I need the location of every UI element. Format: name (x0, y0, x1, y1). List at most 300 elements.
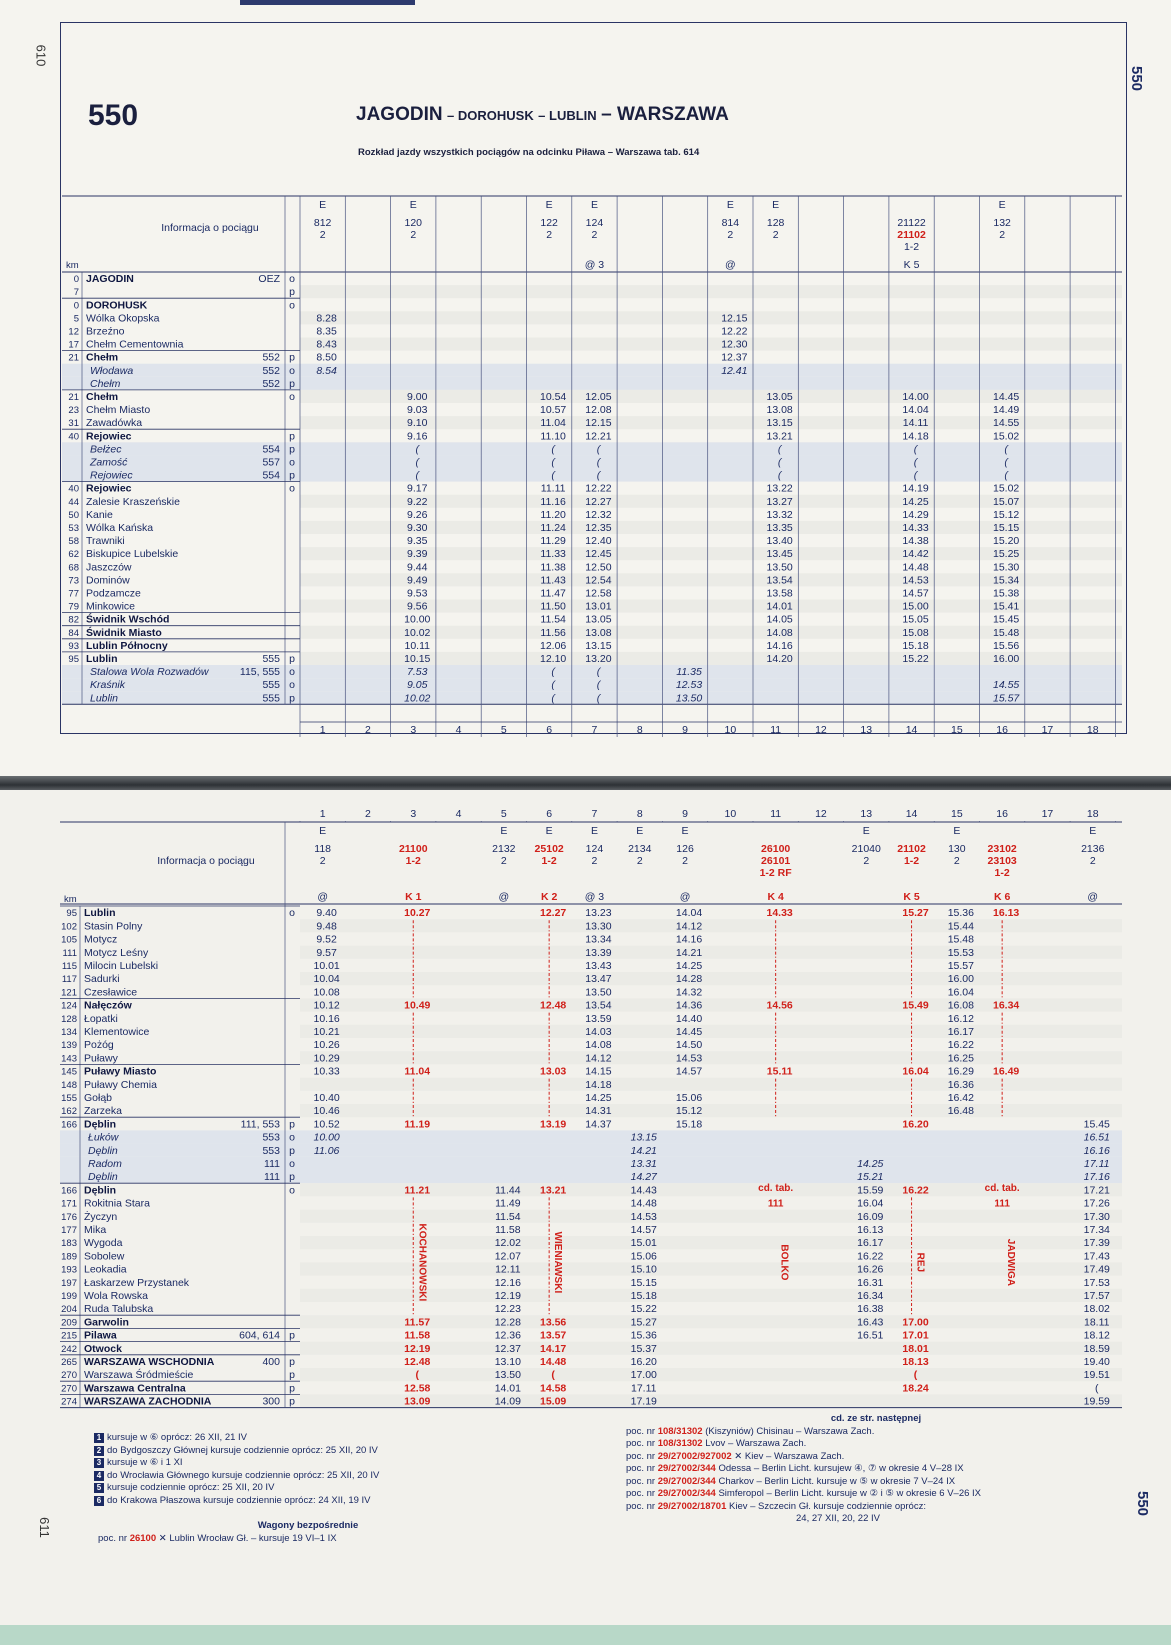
departure-time: 15.10 (630, 1263, 657, 1276)
arr-dep-mark: o (289, 299, 295, 312)
row-stripe (300, 919, 1122, 932)
station-name: Mika (84, 1224, 107, 1236)
arr-dep-mark: o (289, 1131, 295, 1144)
train-category: E (726, 199, 734, 211)
departure-time: 17.26 (1083, 1197, 1110, 1210)
station-km: 115 (61, 961, 77, 972)
departure-time: 14.16 (766, 639, 793, 652)
departure-time: 14.11 (902, 417, 929, 430)
departure-time: 15.45 (993, 613, 1020, 626)
column-number: 17 (1041, 808, 1054, 820)
info-label: Informacja o pociągu (157, 855, 255, 867)
station-name: Świdnik Miasto (86, 626, 162, 639)
departure-time: 15.27 (902, 907, 929, 920)
departure-time: 14.57 (675, 1065, 703, 1078)
departure-time: 14.05 (766, 613, 793, 626)
arr-dep-mark: p (289, 1382, 295, 1395)
departure-time: 15.37 (630, 1342, 657, 1355)
footnote-text: kursuje w ⑥ i 1 XI (107, 1457, 183, 1468)
arr-dep-mark: p (289, 1144, 295, 1157)
departure-time: 15.57 (947, 960, 974, 972)
departure-time: 15.12 (675, 1105, 703, 1118)
departure-time: 10.40 (313, 1092, 340, 1104)
footnote (94, 1470, 634, 1483)
station-km: 58 (68, 536, 79, 548)
departure-time: 8.54 (316, 364, 337, 377)
departure-time: 12.41 (721, 364, 748, 377)
departure-time: 14.48 (902, 561, 929, 574)
station-name: WARSZAWA ZACHODNIA (84, 1395, 212, 1408)
station-name: Wólka Okopska (86, 312, 160, 325)
departure-time: 14.40 (675, 1012, 703, 1025)
station-name: Puławy (84, 1052, 118, 1065)
departure-time: 9.05 (407, 679, 428, 692)
train-number: 130 (948, 843, 966, 855)
departure-time: 14.31 (585, 1105, 612, 1118)
train-category: E (862, 825, 870, 837)
station-ref: 554 (262, 469, 280, 482)
column-number: 8 (636, 808, 643, 820)
departure-time: 14.56 (766, 999, 793, 1012)
column-number: 12 (815, 808, 827, 820)
departure-time: 9.26 (407, 508, 428, 521)
departure-time: 10.27 (404, 907, 431, 920)
departure-time: 9.53 (407, 587, 428, 600)
footnote-text: do Krakowa Płaszowa kursuje codziennie oprócz: 24 XII, 19 IV (107, 1494, 371, 1506)
departure-time: 9.40 (316, 907, 337, 920)
station-name: Łaskarzew Przystanek (84, 1276, 190, 1289)
station-km: 189 (61, 1251, 77, 1263)
footnote (94, 1445, 634, 1458)
station-ref: 553 (262, 1131, 280, 1144)
train-number: 118 (314, 843, 332, 855)
row-stripe (300, 972, 1122, 985)
train-number-2: 26101 (761, 855, 791, 867)
departure-time: 14.50 (675, 1039, 703, 1052)
continuation-text: Odessa – Berlin Licht. kursujew ④, ⑦ w okresie 4 V–28 IX (718, 1463, 964, 1474)
departure-time: 18.01 (902, 1342, 929, 1355)
departure-time: 17.00 (630, 1369, 657, 1382)
station-km: 111 (62, 947, 77, 959)
station-km: 12 (68, 326, 79, 338)
departure-time: ( (596, 456, 601, 469)
departure-time: 10.29 (313, 1052, 340, 1065)
departure-time: 16.00 (993, 653, 1020, 665)
train-category: E (545, 825, 553, 837)
column-number: 5 (500, 724, 507, 736)
departure-time: 18.24 (902, 1382, 929, 1395)
station-name: Lublin (84, 907, 116, 920)
column-number: 18 (1086, 724, 1099, 736)
departure-time: 8.28 (316, 312, 337, 325)
station-name: Życzyn (84, 1210, 118, 1223)
departure-time: 12.11 (495, 1263, 521, 1276)
departure-time: 15.20 (993, 535, 1020, 548)
departure-time: 16.17 (947, 1026, 974, 1038)
station-km: 82 (68, 614, 79, 626)
station-km: 177 (61, 1225, 77, 1236)
departure-time: 13.56 (540, 1316, 567, 1329)
train-symbol: K 2 (540, 891, 558, 903)
departure-time: 15.05 (902, 613, 929, 626)
departure-time: 12.28 (494, 1316, 521, 1329)
column-number: 3 (410, 808, 417, 820)
departure-time: 8.35 (316, 325, 337, 338)
arr-dep-mark: p (289, 1395, 295, 1408)
departure-time: 13.43 (585, 960, 612, 972)
departure-time: 12.45 (585, 548, 612, 561)
arr-dep-mark: p (289, 1171, 295, 1184)
continuation-text: (Kiszyniów) Chisinau – Warszawa Zach. (705, 1425, 875, 1437)
departure-time: 13.31 (630, 1158, 657, 1170)
station-km: 183 (61, 1238, 77, 1250)
departure-time: 11.43 (540, 574, 566, 587)
departure-time: 13.50 (766, 561, 793, 574)
departure-time: 9.03 (407, 404, 428, 417)
departure-time: 18.59 (1083, 1342, 1110, 1355)
station-km: 199 (61, 1291, 77, 1302)
departure-time: 12.06 (540, 639, 567, 652)
continuation-line (626, 1438, 1126, 1451)
departure-time: 18.02 (1083, 1303, 1110, 1316)
departure-time: 17.57 (1083, 1290, 1110, 1302)
station-name: Nałęczów (84, 999, 132, 1012)
departure-time: 14.00 (902, 391, 929, 403)
departure-time: 19.59 (1083, 1395, 1110, 1408)
departure-time: ( (551, 692, 555, 705)
connecting-row-shade (60, 1170, 1122, 1183)
departure-time: 11.58 (404, 1329, 431, 1342)
station-km: 124 (61, 1000, 77, 1012)
departure-time: 12.21 (585, 430, 612, 443)
departure-time: 15.18 (675, 1118, 703, 1131)
column-number: 10 (724, 724, 737, 736)
column-number: 15 (951, 724, 963, 736)
continuation-train-number: 29/27002/927002 (657, 1450, 735, 1462)
departure-time: 11.21 (404, 1184, 431, 1197)
train-symbol: K 6 (993, 891, 1011, 903)
station-km: 95 (66, 908, 77, 920)
page-label-bottom: 550 (1134, 1490, 1152, 1517)
departure-time: 10.00 (313, 1131, 340, 1144)
station-ref: 555 (262, 679, 280, 692)
train-category: E (590, 199, 598, 211)
train-category: E (953, 825, 961, 837)
station-km: 193 (61, 1264, 77, 1276)
departure-time: 15.48 (947, 933, 974, 946)
departure-time: 10.02 (404, 692, 431, 705)
train-class: 2 (591, 229, 598, 241)
departure-time: 16.49 (993, 1065, 1020, 1078)
departure-time: 15.09 (540, 1395, 567, 1408)
departure-time: 11.04 (540, 417, 566, 430)
departure-time: 14.32 (675, 986, 703, 999)
continuation-prefix: poc. nr (626, 1500, 658, 1512)
wagons-pre: poc. nr (98, 1532, 128, 1544)
station-km: 270 (61, 1383, 77, 1395)
departure-time: ( (551, 443, 555, 456)
station-ref: 111 (264, 1158, 280, 1170)
table-subtitle: Rozkład jazdy wszystkich pociągów na odcinku Piława – Warszawa tab. 614 (358, 147, 700, 158)
departure-time: 15.02 (993, 430, 1020, 443)
column-number: 16 (996, 724, 1008, 736)
departure-time: 14.55 (993, 679, 1020, 692)
station-km: 265 (61, 1357, 77, 1368)
departure-time: 11.06 (313, 1144, 340, 1157)
station-name: DOROHUSK (86, 299, 148, 312)
train-class: 2 (410, 229, 417, 241)
station-name: Ruda Talubska (84, 1303, 154, 1316)
departure-time: 14.33 (766, 907, 793, 920)
departure-time: 11.11 (540, 482, 566, 495)
column-number: 10 (724, 808, 737, 820)
departure-time: 13.20 (585, 653, 612, 665)
departure-time: 14.25 (585, 1092, 612, 1104)
station-km: 23 (68, 405, 79, 417)
train-class: 1-2 (903, 855, 920, 867)
footnote (94, 1432, 634, 1445)
station-name: Świdnik Wschód (86, 613, 170, 626)
station-name: Czesławice (84, 986, 138, 999)
departure-time: 14.19 (902, 482, 929, 495)
station-name: Sadurki (84, 973, 120, 986)
departure-time: 14.53 (675, 1052, 703, 1065)
train-class: 1-2 (903, 241, 920, 253)
station-km: 166 (61, 1119, 77, 1131)
departure-time: ( (596, 679, 601, 692)
departure-time: 15.00 (902, 600, 929, 613)
station-km: 31 (68, 418, 79, 430)
departure-time: 14.25 (902, 495, 929, 508)
train-number-2: 21102 (897, 229, 926, 241)
station-km: 77 (68, 588, 79, 600)
train-name-vertical: JADWIGA (1005, 1238, 1017, 1287)
departure-time: 16.22 (947, 1039, 974, 1052)
departure-time: 16.25 (947, 1052, 974, 1065)
departure-time: 13.19 (540, 1118, 567, 1131)
column-number: 6 (546, 724, 553, 736)
departure-time: 12.15 (721, 312, 748, 325)
departure-time: 19.51 (1083, 1369, 1110, 1382)
table-number: 550 (88, 99, 139, 132)
departure-time: 14.18 (902, 430, 929, 443)
departure-time: ( (596, 692, 601, 705)
station-name: Trawniki (86, 535, 125, 548)
row-stripe (300, 1210, 1122, 1223)
arr-dep-mark: o (289, 1158, 295, 1170)
departure-time: 10.08 (313, 986, 340, 999)
departure-time: ( (1004, 469, 1008, 482)
train-number: 2132 (492, 843, 516, 855)
departure-time: 17.34 (1083, 1224, 1110, 1236)
departure-time: 15.12 (993, 508, 1020, 521)
continuation-line (626, 1488, 1126, 1501)
train-class: 2 (682, 855, 688, 867)
station-km: 53 (68, 523, 79, 534)
station-km: 44 (68, 496, 79, 508)
train-class: 2 (319, 229, 326, 241)
station-name: Dominów (86, 574, 130, 587)
train-category: E (409, 199, 417, 211)
departure-time: 16.42 (947, 1092, 974, 1104)
departure-time: 16.00 (947, 973, 974, 986)
departure-time: ( (551, 1369, 555, 1382)
station-km: 17 (68, 339, 79, 351)
station-name: Gołąb (84, 1092, 113, 1104)
station-name: Jaszczów (86, 561, 132, 574)
departure-time: 11.54 (540, 613, 566, 626)
departure-time: ( (777, 443, 782, 456)
departure-time: 9.22 (407, 495, 428, 508)
continuation-train-number: 108/31302 (657, 1425, 706, 1437)
station-name: Rejowiec (86, 482, 132, 495)
column-number: 13 (860, 724, 873, 736)
station-km: 0 (73, 274, 79, 286)
footnote-text: kursuje codziennie oprócz: 25 XII, 20 IV (107, 1482, 275, 1493)
train-number: 124 (585, 843, 604, 855)
station-km: 0 (73, 300, 79, 312)
departure-time: 16.36 (947, 1078, 974, 1091)
train-class: 2 (546, 229, 553, 241)
departure-time: 16.12 (947, 1012, 974, 1025)
departure-time: ( (551, 666, 555, 679)
station-km: 209 (61, 1317, 77, 1329)
departure-time: ( (1004, 443, 1008, 456)
connecting-row-shade (60, 1144, 1122, 1157)
departure-time: 12.50 (585, 561, 612, 574)
station-km: 50 (68, 509, 79, 521)
train-name-vertical: KOCHANOWSKI (416, 1223, 428, 1302)
train-symbol: @ (317, 891, 328, 903)
row-stripe (300, 1368, 1122, 1381)
departure-time: 14.57 (902, 587, 929, 600)
departure-time: 12.58 (404, 1382, 431, 1395)
station-name: Rokitnia Stara (84, 1197, 150, 1210)
departure-time: 16.04 (857, 1197, 884, 1210)
station-km: 197 (61, 1277, 77, 1289)
station-km: 21 (68, 352, 79, 364)
station-name: Zarzeka (84, 1105, 122, 1118)
arr-dep-mark: o (289, 364, 295, 377)
departure-time: 15.49 (902, 999, 929, 1012)
station-ref: 400 (262, 1356, 280, 1368)
train-symbol: K 5 (903, 891, 920, 903)
departure-time: 14.43 (630, 1184, 657, 1197)
column-number: 7 (591, 724, 598, 736)
train-number: 132 (993, 217, 1011, 229)
departure-time: 16.09 (857, 1210, 884, 1223)
departure-time: 10.21 (313, 1026, 340, 1038)
departure-time: 11.10 (540, 430, 566, 443)
station-name: Milocin Lubelski (84, 960, 159, 972)
departure-time: 15.36 (947, 907, 974, 920)
title-warszawa: WARSZAWA (617, 104, 729, 125)
departure-time: 14.25 (675, 960, 703, 972)
departure-time: 12.19 (404, 1342, 431, 1355)
train-number: 126 (676, 843, 694, 855)
departure-time: 15.36 (630, 1329, 657, 1342)
departure-time: 15.59 (857, 1184, 884, 1197)
departure-time: 10.16 (313, 1012, 340, 1025)
continuation-line (626, 1463, 1126, 1476)
train-symbol: @ 3 (584, 891, 605, 903)
departure-time: ( (777, 456, 782, 469)
departure-time: 12.53 (675, 679, 703, 692)
departure-time: 13.10 (494, 1356, 521, 1368)
continuation-text: 24, 27 XII, 20, 22 IV (796, 1513, 880, 1524)
departure-time: 13.21 (540, 1184, 567, 1197)
continuation-train-number: 29/27002/344 (657, 1488, 719, 1499)
station-name: Kanie (86, 508, 113, 521)
station-name: Wygoda (84, 1237, 123, 1250)
footnote (94, 1457, 634, 1470)
footnote-text: do Wrocławia Głównego kursuje codziennie oprócz: 25 XII, 20 IV (107, 1469, 380, 1481)
station-name: Zawadówka (86, 417, 143, 430)
departure-time: 9.52 (316, 933, 337, 946)
continuation-train-number: 29/27002/344 (657, 1475, 719, 1487)
station-km: 148 (61, 1079, 77, 1091)
train-number: 23102 (987, 843, 1017, 855)
station-name: WARSZAWA WSCHODNIA (84, 1356, 215, 1368)
train-class: 2 (1089, 855, 1096, 867)
departure-time: 15.53 (947, 946, 974, 959)
departure-time: 17.21 (1083, 1184, 1110, 1197)
train-symbol: @ 3 (584, 259, 605, 271)
column-number: 2 (365, 808, 371, 820)
train-symbol: K 4 (767, 891, 784, 903)
train-class: 2 (953, 855, 960, 867)
station-name: Otwock (84, 1342, 122, 1355)
departure-time: 14.18 (585, 1078, 612, 1091)
departure-time: 13.09 (404, 1395, 431, 1408)
wagons-title: Wagony bezpośrednie (257, 1520, 359, 1531)
train-class: 1-2 RF (759, 867, 792, 879)
through-coaches (98, 1520, 518, 1545)
departure-time: 15.41 (993, 600, 1020, 613)
departure-time: 13.54 (766, 574, 793, 587)
departure-time: 14.08 (766, 626, 793, 639)
station-name: Lublin (90, 692, 119, 705)
departure-time: 13.27 (766, 495, 793, 508)
departure-time: 12.16 (494, 1276, 521, 1289)
station-name: Motycz Leśny (84, 946, 149, 959)
station-name: Wólka Kańska (86, 522, 154, 534)
departure-time: 15.22 (630, 1303, 657, 1316)
departure-time: 16.13 (857, 1224, 884, 1236)
train-category: E (1089, 825, 1097, 837)
departure-time: 10.01 (313, 960, 340, 972)
departure-time: 12.48 (540, 999, 567, 1012)
title-dorohusk: DOROHUSK (457, 108, 534, 123)
train-symbol: @ (1087, 891, 1099, 903)
station-name: Klementowice (84, 1026, 150, 1038)
departure-time: 15.06 (630, 1250, 657, 1263)
station-name: Radom (88, 1158, 122, 1170)
column-number: 9 (682, 808, 688, 820)
station-name: Podzamcze (86, 587, 141, 600)
arr-dep-mark: o (289, 391, 295, 403)
title-lublin: LUBLIN (549, 108, 597, 123)
departure-time: 16.04 (947, 986, 974, 999)
train-class: 2 (591, 855, 598, 867)
departure-time: 17.39 (1083, 1237, 1110, 1250)
station-km: 84 (68, 627, 79, 639)
page-number-610: 610 (33, 44, 49, 67)
departure-time: ( (913, 1369, 918, 1382)
departure-time: 16.13 (993, 907, 1020, 920)
departure-time: ( (551, 456, 555, 469)
station-name: Biskupice Lubelskie (86, 548, 179, 561)
